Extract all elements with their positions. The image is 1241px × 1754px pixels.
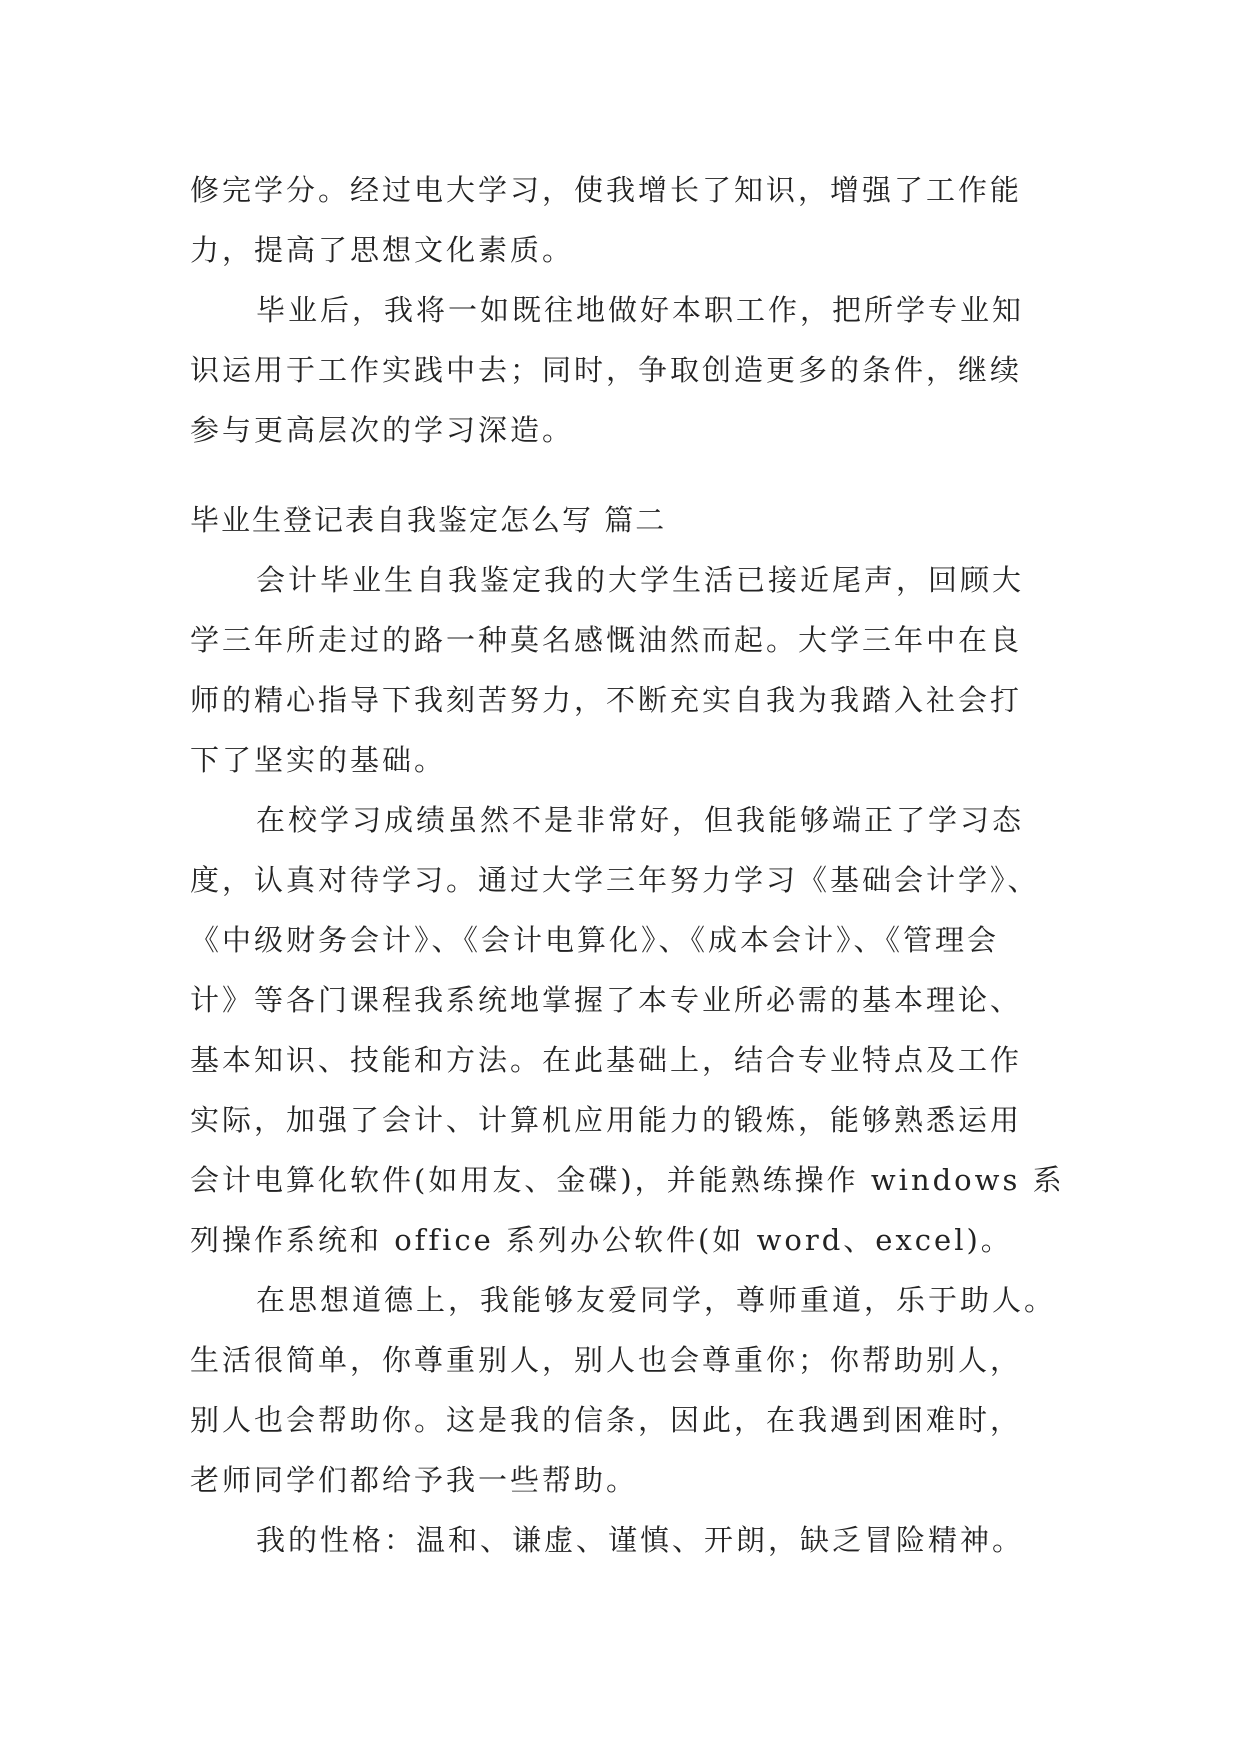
text-line: 基本知识、技能和方法。在此基础上，结合专业特点及工作 (190, 1043, 1023, 1077)
text-line: 列操作系统和 office 系列办公软件(如 word、excel)。 (190, 1223, 1013, 1257)
document-body (190, 160, 1070, 1570)
paragraph (190, 160, 1070, 280)
text-line: 《中级财务会计》、《会计电算化》、《成本会计》、《管理会 (190, 923, 1000, 957)
spacer (190, 460, 1070, 490)
text-line: 度，认真对待学习。通过大学三年努力学习《基础会计学》、 (190, 863, 1040, 897)
section-heading: 毕业生登记表自我鉴定怎么写 篇二 (190, 503, 667, 537)
text-line: 参与更高层次的学习深造。 (190, 413, 575, 447)
text-line: 在思想道德上，我能够友爱同学，尊师重道，乐于助人。 (256, 1283, 1057, 1317)
paragraph (190, 1510, 1070, 1570)
text-line: 识运用于工作实践中去；同时，争取创造更多的条件，继续 (190, 353, 1023, 387)
text-line: 会计毕业生自我鉴定我的大学生活已接近尾声，回顾大 (256, 563, 1025, 597)
text-line: 别人也会帮助你。这是我的信条，因此，在我遇到困难时， (190, 1403, 1023, 1437)
text-line: 力，提高了思想文化素质。 (190, 233, 575, 267)
paragraph (190, 790, 1070, 1270)
paragraph (190, 550, 1070, 790)
text-line: 生活很简单，你尊重别人，别人也会尊重你；你帮助别人， (190, 1343, 1023, 1377)
paragraph (190, 1270, 1070, 1510)
text-line: 我的性格：温和、谦虚、谨慎、开朗，缺乏冒险精神。 (256, 1523, 1025, 1557)
text-line: 毕业后，我将一如既往地做好本职工作，把所学专业知 (256, 293, 1025, 327)
text-line: 下了坚实的基础。 (190, 743, 447, 777)
text-line: 在校学习成绩虽然不是非常好，但我能够端正了学习态 (256, 803, 1025, 837)
text-line: 实际，加强了会计、计算机应用能力的锻炼，能够熟悉运用 (190, 1103, 1023, 1137)
text-line: 修完学分。经过电大学习，使我增长了知识，增强了工作能 (190, 173, 1023, 207)
text-line: 老师同学们都给予我一些帮助。 (190, 1463, 639, 1497)
text-line: 师的精心指导下我刻苦努力，不断充实自我为我踏入社会打 (190, 683, 1023, 717)
text-line: 计》等各门课程我系统地掌握了本专业所必需的基本理论、 (190, 983, 1023, 1017)
text-line: 学三年所走过的路一种莫名感慨油然而起。大学三年中在良 (190, 623, 1023, 657)
text-line: 会计电算化软件(如用友、金碟)，并能熟练操作 windows 系 (190, 1163, 1065, 1197)
paragraph (190, 280, 1070, 460)
